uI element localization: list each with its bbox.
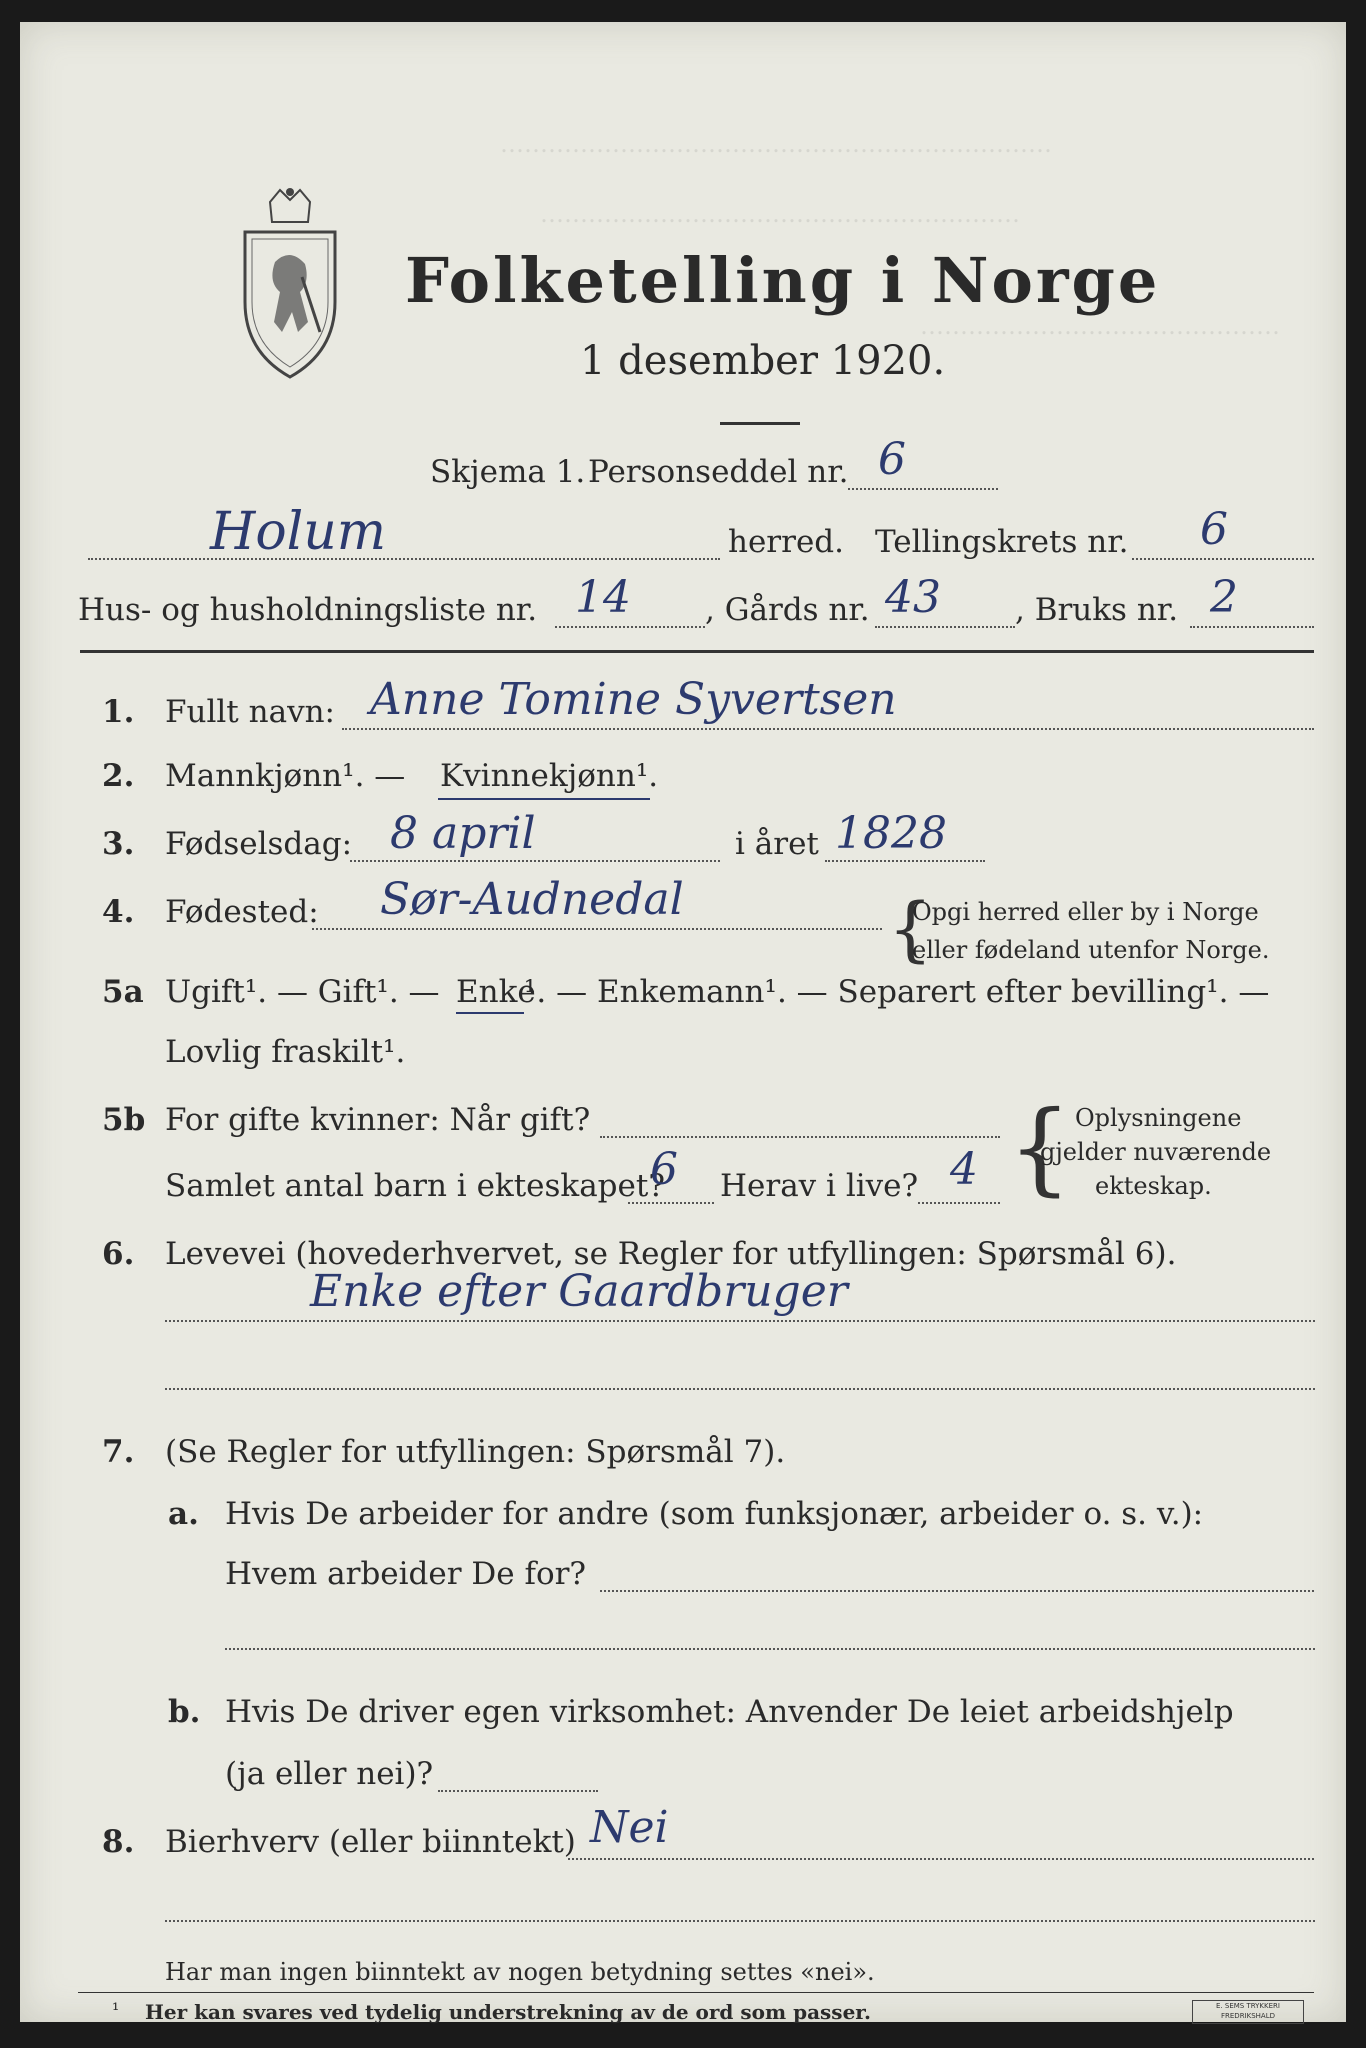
q5b-married-line [600, 1136, 1000, 1138]
q4-note-1: Opgi herred eller by i Norge [912, 898, 1259, 926]
q5a-number: 5a [102, 974, 144, 1010]
q7-label: (Se Regler for utfyllingen: Spørsmål 7). [165, 1434, 786, 1470]
q4-number: 4. [102, 894, 135, 930]
brace: { [1008, 1089, 1072, 1206]
footer-rule [78, 1992, 1314, 1993]
footnote: Her kan svares ved tydelig understrekning av de ord som passer. [145, 2000, 871, 2024]
q6-line-1 [165, 1320, 1315, 1322]
alive-label: Herav i live? [720, 1168, 919, 1204]
personseddel-line [848, 488, 998, 490]
gards-line [875, 626, 1015, 628]
brace: { [888, 888, 933, 970]
title-divider [720, 422, 800, 425]
q1-line [342, 728, 1314, 730]
birthplace-value[interactable]: Sør-Audnedal [380, 874, 684, 925]
q8-line-2 [165, 1920, 1315, 1922]
bruks-line [1190, 626, 1314, 628]
q5a-options-post[interactable]: ¹. — Enkemann¹. — Separert efter bevilling¹. — [524, 974, 1270, 1010]
q4-line [312, 928, 882, 930]
q5a-options-pre[interactable]: Ugift¹. — Gift¹. — [165, 974, 440, 1010]
skjema-label: Skjema 1. [430, 454, 586, 490]
children-line [628, 1202, 714, 1204]
enke-option[interactable]: Enke [456, 974, 536, 1010]
q4-note-2: eller fødeland utenfor Norge. [912, 936, 1270, 964]
occupation-value[interactable]: Enke efter Gaardbruger [310, 1266, 848, 1317]
year-label: i året [735, 826, 819, 862]
census-form [20, 22, 1346, 2022]
personseddel-label: Personseddel nr. [588, 454, 849, 490]
q7a-label-2: Hvem arbeider De for? [225, 1556, 587, 1592]
female-underline [438, 798, 650, 800]
personseddel-value[interactable]: 6 [878, 434, 906, 485]
bruks-label: , Bruks nr. [1015, 592, 1179, 628]
birth-year-value[interactable]: 1828 [835, 808, 947, 859]
q7b-letter: b. [168, 1694, 201, 1730]
q7b-label-2: (ja eller nei)? [225, 1756, 434, 1792]
gards-value[interactable]: 43 [885, 572, 941, 623]
alive-value[interactable]: 4 [950, 1144, 978, 1195]
herred-line [88, 558, 720, 560]
children-value[interactable]: 6 [650, 1144, 678, 1195]
year-line [825, 860, 985, 862]
form-date: 1 desember 1920. [580, 338, 946, 384]
bleed-through-text: ……………………………………… [920, 312, 1280, 340]
footnote-mark: ¹ [112, 2000, 120, 2021]
q1-label: Fullt navn: [165, 694, 335, 730]
bruks-value[interactable]: 2 [1210, 572, 1238, 623]
employer-line[interactable] [600, 1590, 1314, 1592]
gards-label: , Gårds nr. [705, 592, 870, 628]
q6-label: Levevei (hovederhvervet, se Regler for utfyllingen: Spørsmål 6). [165, 1236, 1177, 1272]
q5b-label: For gifte kvinner: Når gift? [165, 1102, 591, 1138]
coat-of-arms-icon [230, 182, 350, 382]
q8-line [568, 1858, 1314, 1860]
q7a-label: Hvis De arbeider for andre (som funksjonær, arbeider o. s. v.): [225, 1496, 1204, 1532]
alive-line [918, 1202, 1000, 1204]
q7b-label: Hvis De driver egen virksomhet: Anvender De leiet arbeidshjelp [225, 1694, 1234, 1730]
q3-number: 3. [102, 826, 135, 862]
q2-number: 2. [102, 758, 135, 794]
header-rule [80, 650, 1314, 653]
tellingskrets-label: Tellingskrets nr. [875, 524, 1129, 560]
footer-note: Har man ingen biinntekt av nogen betydning settes «nei». [165, 1958, 875, 1986]
children-label: Samlet antal barn i ekteskapet? [165, 1168, 665, 1204]
q1-number: 1. [102, 694, 135, 730]
q3-label: Fødselsdag: [165, 826, 353, 862]
enke-underline [456, 1012, 524, 1014]
form-title: Folketelling i Norge [405, 244, 1161, 317]
tellingskrets-line [1132, 558, 1314, 560]
side-income-value[interactable]: Nei [590, 1802, 669, 1853]
q8-label: Bierhverv (eller biinntekt) [165, 1824, 576, 1860]
bleed-through-text: …………………………………………………………… [500, 130, 1052, 158]
q8-number: 8. [102, 1824, 135, 1860]
q7-number: 7. [102, 1434, 135, 1470]
husliste-line [555, 626, 705, 628]
q5b-number: 5b [102, 1102, 146, 1138]
husliste-label: Hus- og husholdningsliste nr. [78, 592, 538, 628]
q7a-letter: a. [168, 1496, 199, 1532]
herred-label: herred. [728, 524, 844, 560]
lovlig-fraskilt-option[interactable]: Lovlig fraskilt¹. [165, 1034, 406, 1070]
q3-line [350, 860, 720, 862]
birthday-value[interactable]: 8 april [390, 808, 536, 859]
q6-number: 6. [102, 1236, 135, 1272]
hired-help-line[interactable] [438, 1790, 598, 1792]
tellingskrets-value[interactable]: 6 [1200, 504, 1228, 555]
male-option[interactable]: Mannkjønn¹. — [165, 758, 406, 794]
herred-value[interactable]: Holum [210, 502, 387, 562]
q5b-note-3: ekteskap. [1095, 1172, 1212, 1200]
q5b-note-2: gjelder nuværende [1040, 1138, 1272, 1166]
husliste-value[interactable]: 14 [575, 572, 631, 623]
q6-line-2 [165, 1388, 1315, 1390]
full-name-value[interactable]: Anne Tomine Syvertsen [370, 674, 897, 725]
q5b-note-1: Oplysningene [1075, 1104, 1242, 1132]
employer-line-2[interactable] [225, 1648, 1315, 1650]
printer-stamp: E. SEMS TRYKKERI FREDRIKSHALD [1192, 2000, 1304, 2024]
female-option[interactable]: Kvinnekjønn¹. [440, 758, 659, 794]
bleed-through-text: …………………………………………………… [540, 200, 1020, 228]
q4-label: Fødested: [165, 894, 319, 930]
